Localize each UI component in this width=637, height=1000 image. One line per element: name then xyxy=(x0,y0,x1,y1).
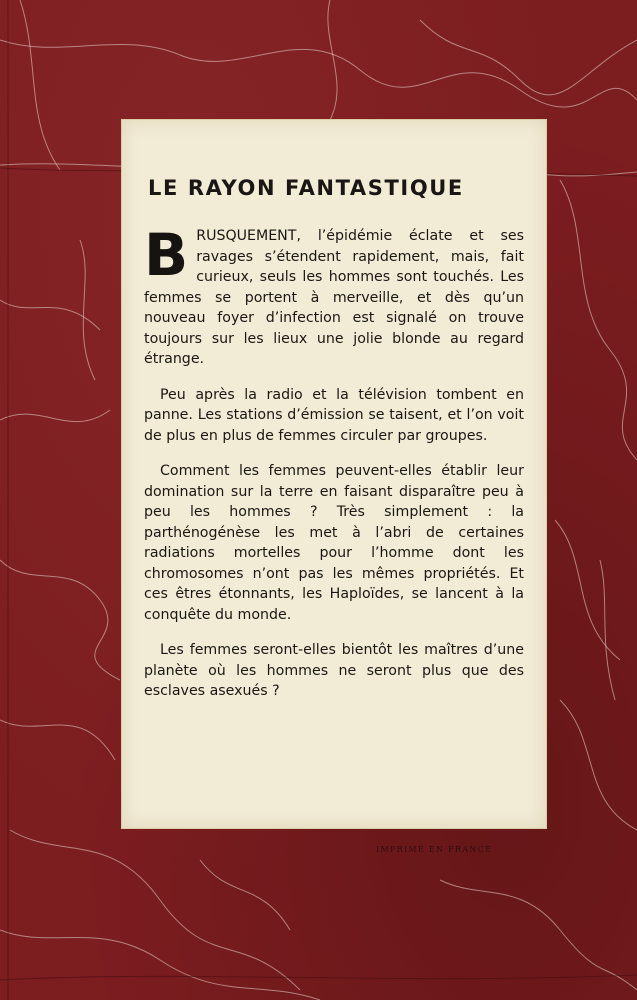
blurb-paragraph-2: Peu après la radio et la télévision tombent en panne. Les stations d’émission se taisent, et l’on voit de plus en plus de femmes circuler par groupes. xyxy=(144,386,524,444)
printed-in-france-notice: IMPRIMÉ EN FRANCE xyxy=(376,845,493,854)
book-title: LE RAYON FANTASTIQUE xyxy=(148,176,464,200)
blurb-paragraph-3: Comment les femmes peuvent-elles établir leur domination sur la terre en faisant disparaître peu à peu les hommes ? Très simplement : la parthénogénèse les met à l’abri de certaines radiations mortelles pour l’homme dont les chromosomes n’ont pas les mêmes propriétés. Et ces êtres étonnants, les Haploïdes, se lancent à la conquête du monde. xyxy=(144,463,524,623)
blurb-paragraph-1 xyxy=(144,221,524,370)
drop-cap: B xyxy=(144,221,189,289)
blurb-paragraph-4: Les femmes seront-elles bientôt les maîtres d’une planète où les hommes ne seront plus que des esclaves asexués ? xyxy=(144,642,524,699)
blurb-panel xyxy=(122,120,546,828)
blurb-paragraph-1-text: RUSQUEMENT, l’épidémie éclate et ses ravages s’étendent rapidement, mais, fait curieux, seuls les hommes sont touchés. Les femmes se portent à merveille, et dès qu’un nouveau foyer d’infection est signalé on trouve toujours sur les lieux une jolie blonde au regard étrange. xyxy=(144,228,524,367)
